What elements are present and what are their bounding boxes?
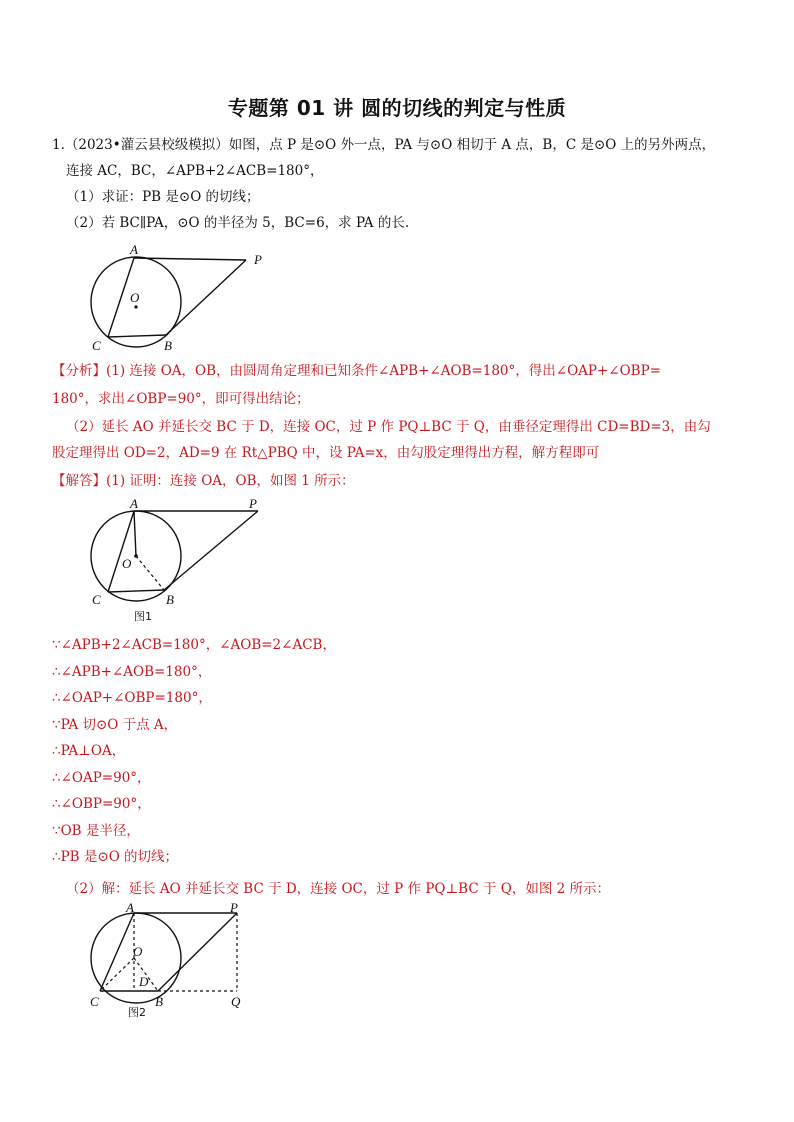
figure-2-caption: 图2 [128,1006,146,1019]
tangent-pb [164,511,258,590]
solution-header: 【解答】(1) 证明：连接 OA，OB，如图 1 所示： [52,473,355,489]
solution-step: ∵OB 是半径， [52,822,140,839]
label-a: A [126,902,134,915]
label-o: O [122,556,132,571]
problem-line-2: 连接 AC，BC，∠APB+2∠ACB=180°， [66,163,324,179]
chord-ac [108,511,134,592]
analysis-line-4: 股定理得出 OD=2，AD=9 在 Rt△PBQ 中，设 PA=x，由勾股定理得出方程，解方程即可 [52,445,600,461]
problem-figure [84,240,284,358]
solution-step: ∴∠OAP=90°， [52,769,151,786]
label-a: A [130,496,138,511]
solution-step: ∴PB 是⊙O 的切线； [52,849,179,865]
figure-2 [84,902,284,1022]
tangent-pb [166,260,246,335]
label-b: B [164,338,172,353]
label-b: B [166,592,174,607]
analysis-line-2: 180°，求出∠OBP=90°，即可得出结论； [52,391,310,407]
solution-part-2: （2）解：延长 AO 并延长交 BC 于 D，连接 OC，过 P 作 PQ⊥BC 于 Q，如图 2 所示： [66,881,611,897]
chord-bc [108,590,164,592]
figure-1 [84,494,284,630]
solution-step: ∴PA⊥OA， [52,743,126,759]
label-c: C [92,338,101,353]
label-d: D [139,974,149,989]
question-1: （1）求证：PB 是⊙O 的切线； [66,189,260,205]
label-b: B [155,994,163,1009]
radius-oa [134,511,136,556]
question-2: （2）若 BC∥PA，⊙O 的半径为 5，BC=6，求 PA 的长. [66,215,410,231]
tangent-pb [158,913,237,991]
label-o: O [130,290,140,305]
radius-ob [136,556,164,590]
figure-1-caption: 图1 [134,610,152,623]
label-a: A [130,242,138,257]
solution-step: ∵∠APB+2∠ACB=180°，∠AOB=2∠ACB， [52,637,336,653]
page-title: 专题第 01 讲 圆的切线的判定与性质 [227,96,567,120]
center-point [134,554,138,558]
label-c: C [90,994,99,1009]
chord-bc [108,335,166,337]
label-q: Q [231,994,241,1009]
label-o: O [133,944,143,959]
solution-step: ∴∠OBP=90°， [52,796,151,812]
solution-step: ∴∠APB+∠AOB=180°， [52,663,212,680]
label-p: P [249,496,257,511]
problem-line-1: 1.（2023•灌云县校级模拟）如图，点 P 是⊙O 外一点，PA 与⊙O 相切于 A 点，B，C 是⊙O 上的另外两点， [52,137,716,153]
label-p: P [230,902,238,915]
center-point [134,305,137,308]
analysis-line-1: 【分析】(1) 连接 OA，OB，由圆周角定理和已知条件∠APB+∠AOB=180°，得出∠OAP+∠OBP= [52,363,661,379]
solution-step: ∴∠OAP+∠OBP=180°， [52,690,212,706]
label-p: P [254,252,262,267]
analysis-line-3: （2）延长 AO 并延长交 BC 于 D，连接 OC，过 P 作 PQ⊥BC 于 Q，由垂径定理得出 CD=BD=3，由勾 [66,419,711,435]
solution-step: ∵PA 切⊙O 于点 A， [52,716,178,733]
label-c: C [92,592,101,607]
radius-oc [100,958,134,991]
